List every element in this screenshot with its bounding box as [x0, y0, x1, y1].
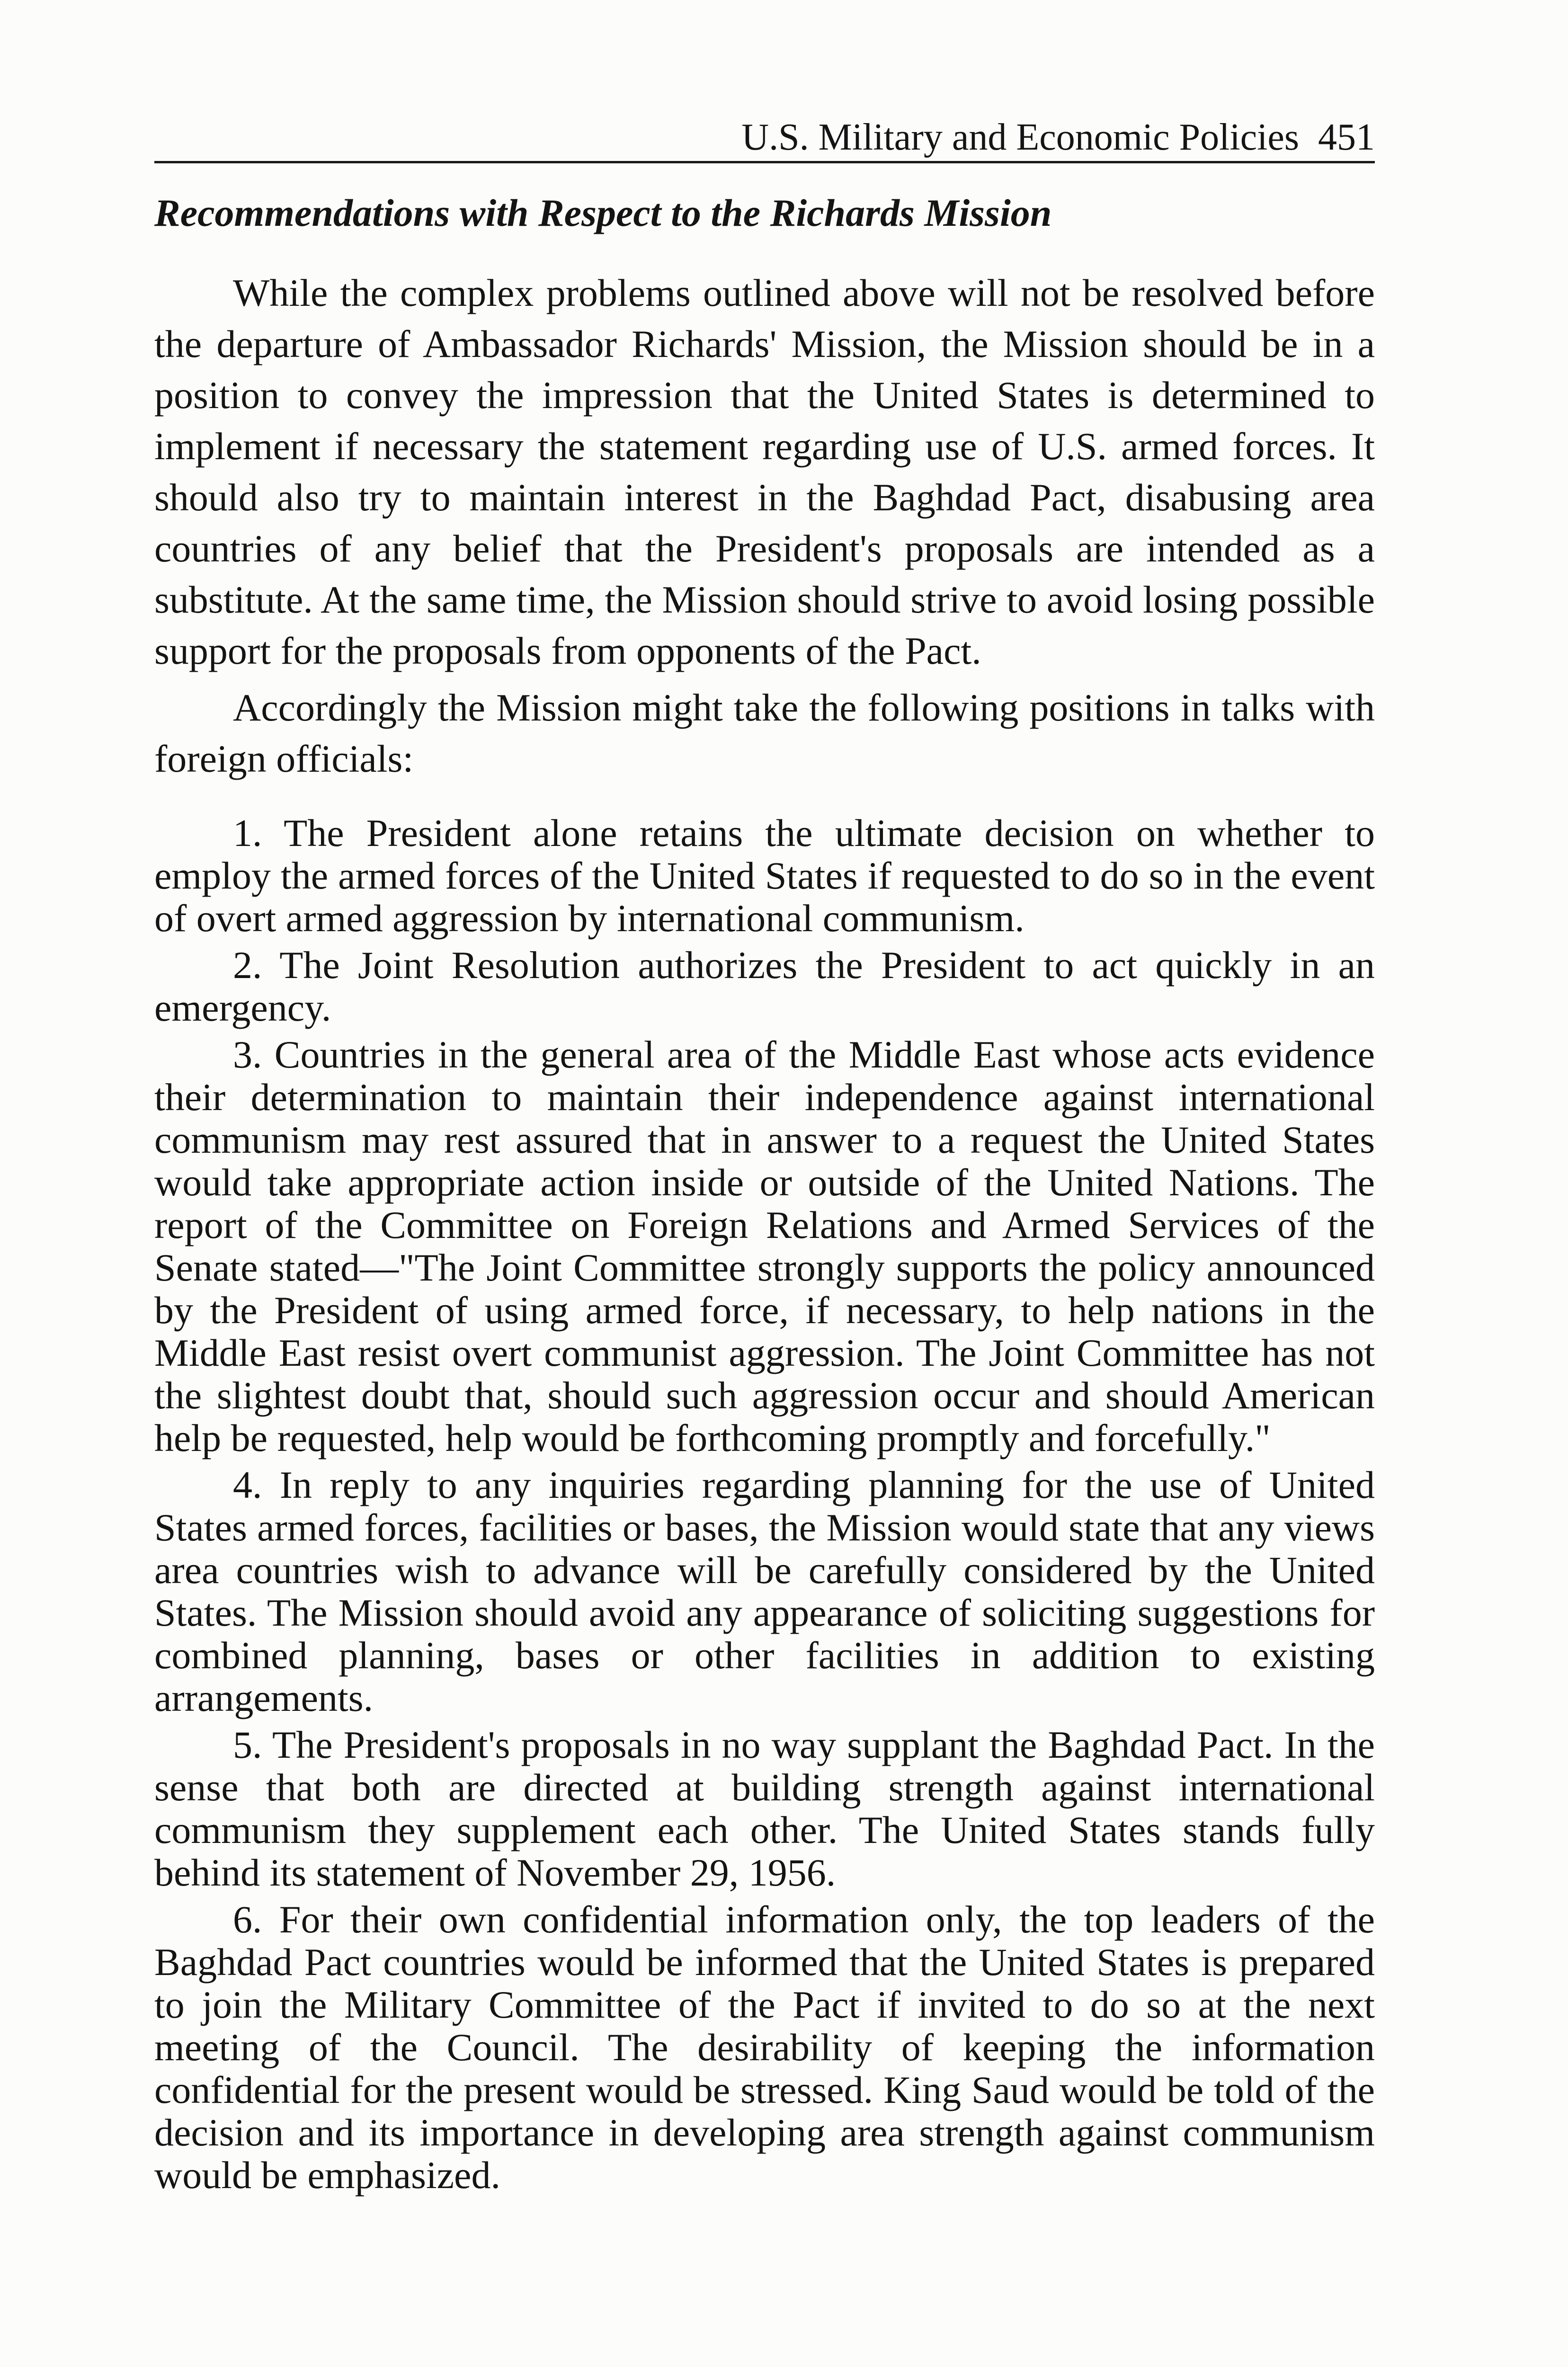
position-item	[154, 1898, 1375, 2197]
running-header	[154, 114, 1375, 163]
position-item	[154, 812, 1375, 940]
position-text: 6. For their own confidential information only, the top leaders of the Baghdad Pact countries would be informed that the United States is prepared to join the Military Committee of the Pact if invited to do so at the next meeting of the Council. The desirability of keeping the information confidential for the present would be stressed. King Saud would be told of the decision and its importance in developing area strength against communism would be emphasized.	[154, 1898, 1375, 2197]
position-item	[154, 1033, 1375, 1459]
position-text: 3. Countries in the general area of the Middle East whose acts evidence their determination to maintain their independence against international communism may rest assured that in answer to a request the United States would take appropriate action inside or outside of the United Nations. The report of the Committee on Foreign Relations and Armed Services of the Senate stated—"The Joint Committee strongly supports the policy announced by the President of using armed force, if necessary, to help nations in the Middle East resist overt communist aggression. The Joint Committee has not the slightest doubt that, should such aggression occur and should American help be requested, help would be forthcoming promptly and forcefully."	[154, 1033, 1375, 1460]
running-title: U.S. Military and Economic Policies	[741, 116, 1299, 158]
position-text: 5. The President's proposals in no way supplant the Baghdad Pact. In the sense that both are directed at building strength against international communism they supplement each other. The United States stands fully behind its statement of November 29, 1956.	[154, 1723, 1375, 1895]
section-heading: Recommendations with Respect to the Richards Mission	[154, 191, 1052, 234]
position-text: 2. The Joint Resolution authorizes the President to act quickly in an emergency.	[154, 943, 1375, 1030]
position-text: 1. The President alone retains the ultimate decision on whether to employ the armed forces of the United States if requested to do so in the event of overt armed aggression by international communism.	[154, 811, 1375, 940]
position-item	[154, 944, 1375, 1029]
running-title-line	[741, 118, 1375, 156]
paragraph-text: While the complex problems outlined above will not be resolved before the departure of Ambassador Richards' Mission, the Mission should be in a position to convey the impression that the United States is determined to implement if necessary the statement regarding use of U.S. armed forces. It should also try to maintain interest in the Baghdad Pact, disabusing area countries of any belief that the President's proposals are intended as a substitute. At the same time, the Mission should strive to avoid losing possible support for the proposals from opponents of the Pact.	[154, 271, 1375, 673]
document-page	[154, 114, 1375, 2201]
position-text: 4. In reply to any inquiries regarding planning for the use of United States armed forces, facilities or bases, the Mission would state that any views area countries wish to advance will be carefully considered by the United States. The Mission should avoid any appearance of soliciting suggestions for combined planning, bases or other facilities in addition to existing arrangements.	[154, 1463, 1375, 1720]
body-paragraph	[154, 682, 1375, 784]
position-item	[154, 1724, 1375, 1894]
position-item	[154, 1464, 1375, 1719]
paragraph-text: Accordingly the Mission might take the following positions in talks with foreign officials:	[154, 686, 1375, 781]
page-number: 451	[1318, 116, 1375, 158]
positions-list	[154, 812, 1375, 2197]
body-paragraph	[154, 267, 1375, 676]
